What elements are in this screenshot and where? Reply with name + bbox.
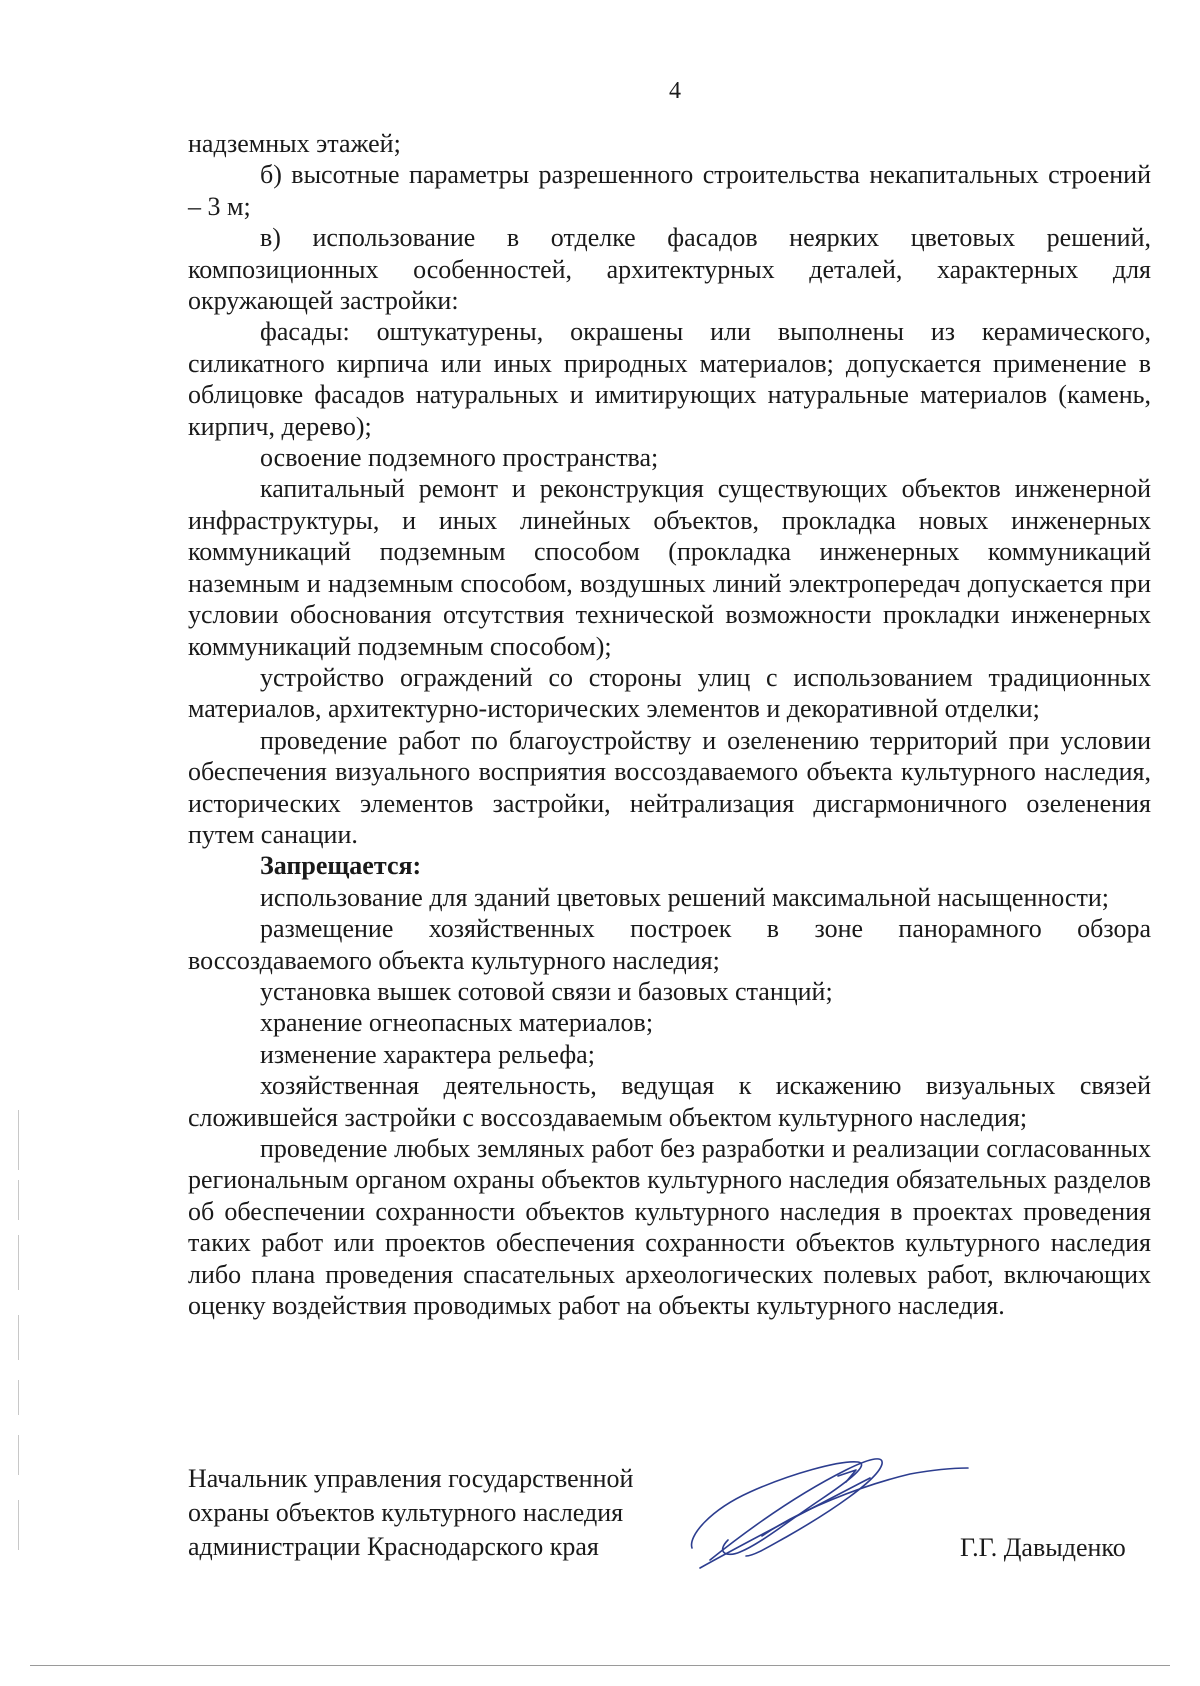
paragraph-facade-colors: в) использование в отделке фасадов неярких цветовых решений, композиционных особенностей, архитектурных деталей, характерных для окружающей застройки: [188,223,1151,316]
scan-edge-mark [18,1500,19,1550]
scan-edge-mark [18,1315,19,1360]
section-heading-prohibited: Запрещается: [260,851,422,881]
paragraph-height-limit: б) высотные параметры разрешенного строительства некапитальных строений – 3 м; [188,160,1151,221]
document-body [188,128,1151,1321]
scan-edge-mark [18,1380,19,1415]
page-bottom-rule [30,1665,1170,1666]
page-number: 4 [669,78,681,104]
signatory-title-line: Начальник управления государственной [188,1464,634,1493]
paragraph-underground-space: освоение подземного пространства; [260,443,659,473]
scan-edge-mark [18,1110,19,1170]
handwritten-signature [670,1440,970,1590]
paragraph-prohibited-earthworks: проведение любых земляных работ без разработки и реализации согласованных региональным органом охраны объектов культурного наследия обязательных разделов об обеспечении сохранности объектов культурного наследия в проектах проведения таких работ или проектов обеспечения сохранности объектов культурного наследия либо плана проведения спасательных археологических полевых работ, включающих оценку воздействия проводимых работ на объекты культурного наследия. [188,1134,1151,1321]
paragraph-landscaping: проведение работ по благоустройству и озеленению территорий при условии обеспечения визуального восприятия воссоздаваемого объекта культурного наследия, исторических элементов застройки, нейтрализация дисгармоничного озеленения путем санации. [188,725,1151,849]
signatory-title-line: охраны объектов культурного наследия [188,1498,624,1527]
paragraph-infrastructure: капитальный ремонт и реконструкция существующих объектов инженерной инфраструктуры, и иных линейных объектов, прокладка новых инженерных коммуникаций подземным способом (прокладка инженерных коммуникаций наземным и надземным способом, воздушных линий электропередач допускается при условии обоснования отсутствия технической возможности прокладки инженерных коммуникаций подземным способом); [188,474,1151,661]
paragraph-prohibited-activity: хозяйственная деятельность, ведущая к искажению визуальных связей сложившейся застройки с воссоздаваемым объектом культурного наследия; [188,1071,1151,1132]
paragraph-prohibited-towers: установка вышек сотовой связи и базовых станций; [260,976,833,1006]
paragraph-continuation: надземных этажей; [188,129,401,158]
paragraph-facade-materials: фасады: оштукатурены, окрашены или выполнены из керамического, силикатного кирпича или иных природных материалов; допускается применение в облицовке фасадов натуральных и имитирующих натуральные материалов (камень, кирпич, дерево); [188,317,1151,441]
scan-edge-mark [18,1180,19,1220]
scan-edge-mark [18,1235,19,1290]
paragraph-prohibited-relief: изменение характера рельефа; [260,1039,595,1069]
paragraph-prohibited-flammables: хранение огнеопасных материалов; [260,1008,654,1038]
signatory-name: Г.Г. Давыденко [960,1533,1126,1562]
signatory-title-line: администрации Краснодарского края [188,1532,599,1561]
paragraph-prohibited-colors: использование для зданий цветовых решений максимальной насыщенности; [260,882,1109,912]
paragraph-fences: устройство ограждений со стороны улиц с использованием традиционных материалов, архитектурно-исторических элементов и декоративной отделки; [188,662,1151,724]
paragraph-prohibited-outbuildings: размещение хозяйственных построек в зоне панорамного обзора воссоздаваемого объекта культурного наследия; [188,914,1151,975]
scan-edge-mark [18,1435,19,1475]
